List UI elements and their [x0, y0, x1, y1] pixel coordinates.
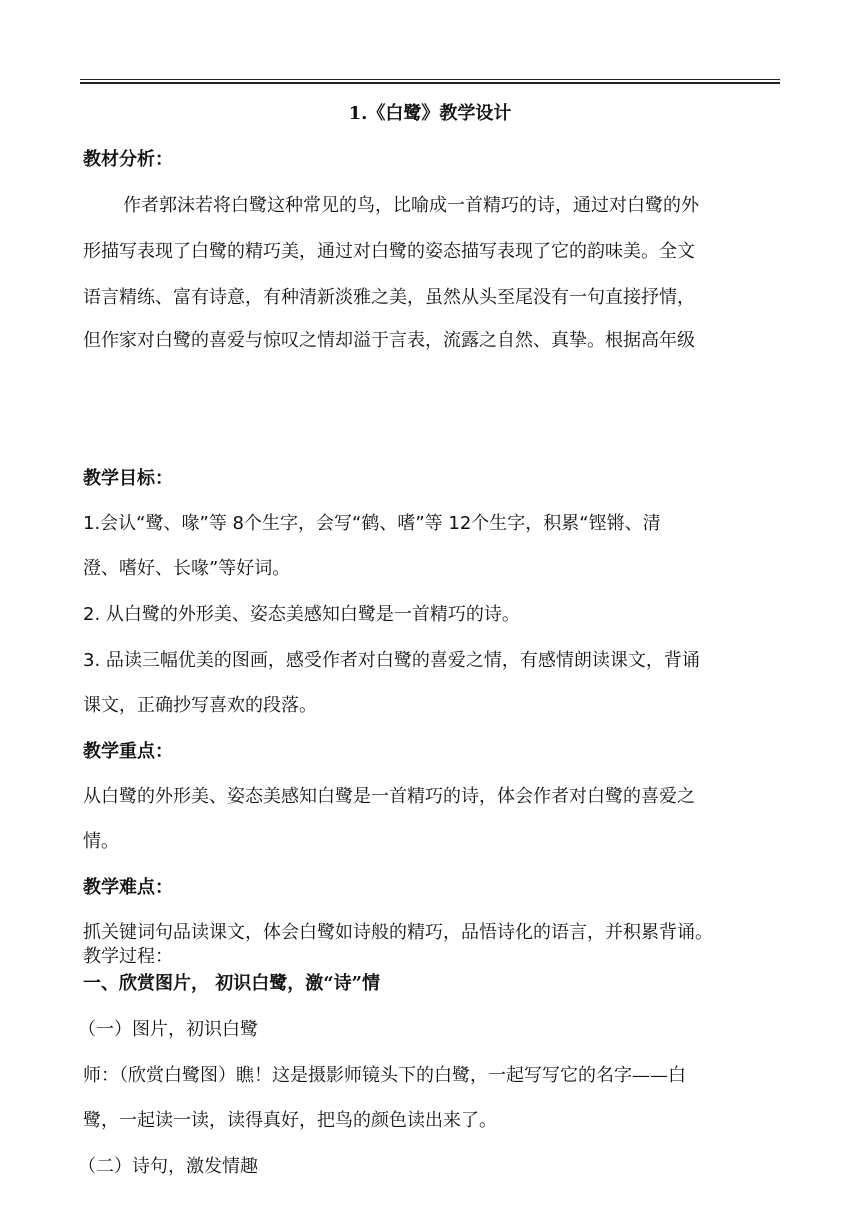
section-heading-key: 教学重点： [83, 741, 173, 762]
key-line: 从白鹭的外形美、姿态美感知白鹭是一首精巧的诗，体会作者对白鹭的喜爱之 [83, 786, 695, 807]
goal-line: 课文，正确抄写喜欢的段落。 [83, 695, 317, 716]
section-heading-difficult: 教学难点： [83, 877, 173, 898]
process-label: 教学过程： [83, 946, 173, 967]
goal-line: 1.会认“鹭、喙”等 8个生字，会写“鹤、嗜”等 12个生字，积累“铿锵、清 [83, 513, 661, 534]
document-title: 1.《白鹭》教学设计 [348, 103, 512, 124]
key-line: 情。 [83, 831, 119, 852]
header-rule-thick [80, 82, 780, 84]
teacher-line: 鹭，一起读一读，读得真好，把鸟的颜色读出来了。 [83, 1110, 497, 1131]
goal-line: 2. 从白鹭的外形美、姿态美感知白鹭是一首精巧的诗。 [83, 604, 520, 625]
sub-heading-one: （一）图片，初识白鹭 [78, 1019, 258, 1040]
teacher-line: 师：（欣赏白鹭图）瞧！这是摄影师镜头下的白鹭，一起写写它的名字——白 [83, 1065, 686, 1086]
section-heading-material: 教材分析： [83, 149, 173, 170]
paragraph-line: 语言精练、富有诗意，有种清新淡雅之美，虽然从头至尾没有一句直接抒情， [83, 287, 695, 308]
paragraph-line: 形描写表现了白鹭的精巧美，通过对白鹭的姿态描写表现了它的韵味美。全文 [83, 241, 695, 262]
header-rule-thin [80, 79, 780, 80]
sub-heading-two: （二）诗句，激发情趣 [78, 1156, 258, 1177]
section-heading-goals: 教学目标： [83, 468, 173, 489]
paragraph-line: 但作家对白鹭的喜爱与惊叹之情却溢于言表，流露之自然、真挚。根据高年级 [83, 330, 695, 351]
paragraph-line: 作者郭沫若将白鹭这种常见的鸟，比喻成一首精巧的诗，通过对白鹭的外 [123, 195, 699, 216]
goal-line: 3. 品读三幅优美的图画，感受作者对白鹭的喜爱之情，有感情朗读课文，背诵 [83, 650, 700, 671]
goal-line: 澄、嗜好、长喙”等好词。 [83, 558, 291, 579]
difficult-line: 抓关键词句品读课文，体会白鹭如诗般的精巧，品悟诗化的语言，并积累背诵。 [83, 922, 713, 943]
part-one-heading: 一、欣赏图片， 初识白鹭，激“诗”情 [83, 973, 380, 994]
